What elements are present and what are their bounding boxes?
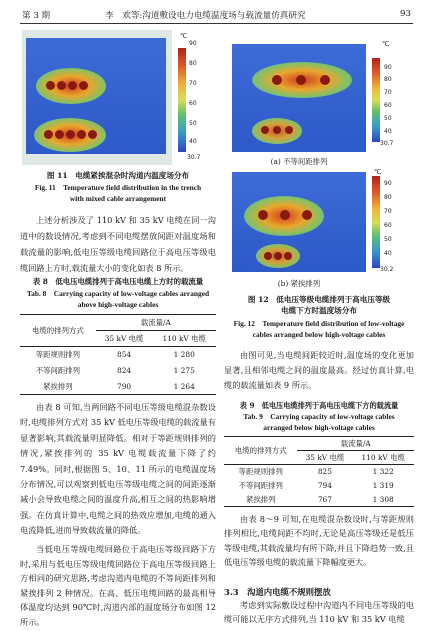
table-group-header: 载流量/A	[96, 315, 216, 331]
table-cell: 854	[117, 350, 132, 360]
figure-12-caption-cn-line2: 电缆下方时温度场分布	[281, 306, 357, 315]
cable-core	[79, 81, 88, 90]
colorbar-tick: 80	[384, 76, 392, 83]
figure-12-caption-en-line2: cables arranged below high-voltage cables	[252, 330, 386, 339]
cable-core	[44, 130, 53, 139]
table-cell: 紧挨排列	[20, 379, 96, 395]
cable-core	[284, 252, 292, 260]
running-header	[0, 0, 427, 26]
issue-number: 第 3 期	[22, 11, 51, 21]
colorbar-tick: 50	[189, 120, 197, 127]
figure-11-temperature-plot	[22, 30, 212, 165]
colorbar-max: 90	[384, 180, 392, 187]
table-cell: 1 308	[352, 493, 414, 507]
figure-12b-label: (b) 紧挨排列	[277, 279, 321, 288]
paragraph: 当低电压等级电缆回路位于高电压等级回路下方时,采用与低电压等级电缆回路位于高电压等级回路上方相同的研究思路,考虑沟道内电缆的不等间距排列和紧挨排列 2 种情况。在高、低压电缆回路的最高相导体温度均达到 90℃时,沟道内部的温度场分布如图 12 所示。	[20, 544, 216, 627]
colorbar-tick: 40	[384, 250, 392, 257]
colorbar-tick: 40	[384, 128, 392, 135]
colorbar-min: 30.7	[187, 154, 201, 161]
table-9-title-en-line2: arranged below high-voltage cables	[263, 423, 375, 432]
table-cell: 790	[96, 379, 153, 395]
table-col-header: 电缆的排列方式	[224, 437, 297, 465]
colorbar-tick: 80	[384, 194, 392, 201]
table-cell: 1 319	[372, 481, 394, 490]
figure-12-caption-cn-line1: 图 12 低电压等级电缆排列于高电压等级	[247, 295, 391, 304]
colorbar-tick: 50	[384, 115, 392, 122]
table-8-title-en	[20, 288, 216, 310]
table-cell: 1 275	[173, 366, 195, 375]
table-cell: 767	[297, 493, 352, 507]
colorbar-tick: 60	[384, 222, 392, 229]
table-cell: 等距规则排列	[238, 467, 283, 477]
cable-core	[66, 130, 75, 139]
figure-12-caption-en	[224, 318, 414, 340]
figure-11-caption-en-line2: with mixed cable arrangement	[69, 194, 167, 203]
cable-core	[285, 126, 293, 134]
table-cell: 1 280	[173, 350, 195, 360]
table-row	[20, 379, 216, 395]
table-cell: 不等间距排列	[238, 481, 283, 490]
table-sub-header: 35 kV 电缆	[297, 451, 352, 465]
cable-core	[296, 75, 306, 85]
table-8-title-en-line2: above high-voltage cables	[77, 300, 159, 309]
cable-core	[273, 126, 281, 134]
table-row	[20, 363, 216, 379]
table-row	[20, 347, 216, 363]
cable-core	[88, 130, 97, 139]
colorbar-min: 30.2	[380, 266, 394, 273]
table-cell: 等距规则排列	[35, 350, 81, 360]
table-8-title-cn: 表 8 低电压电缆排列于高电压电缆上方时的载流量	[32, 277, 204, 286]
table-sub-header: 35 kV 电缆	[96, 331, 153, 347]
paragraph: 由表 8～9 可知,在电缆混杂数设时,与等距规则排列相比,电缆间距不均时,无论是高压等级还是低压等级电缆,其载流量均有所下降,并且下降趋势一致,且低电压等级电缆的载流量下降幅度更大。	[224, 514, 414, 568]
figure-12a-label: (a) 不等间距排列	[270, 157, 328, 166]
colorbar-tick: 80	[189, 60, 197, 67]
table-cell: 1 322	[372, 467, 394, 477]
table-col-header: 电缆的排列方式	[20, 315, 96, 347]
colorbar-tick: 60	[384, 102, 392, 109]
cable-core	[272, 75, 282, 85]
cable-core	[302, 210, 312, 220]
cable-core	[280, 210, 290, 220]
cable-core	[57, 81, 66, 90]
table-cell: 794	[317, 481, 332, 490]
running-title: 李 欢等:沟道敷设电力电缆温度场与载流量仿真研究	[105, 11, 306, 21]
figure-12b-temperature-plot	[232, 172, 412, 282]
table-8	[20, 314, 216, 395]
table-cell: 1 264	[152, 379, 216, 395]
table-cell: 825	[317, 467, 332, 477]
colorbar-max: 90	[189, 40, 197, 47]
colorbar-tick: 70	[189, 80, 197, 87]
table-group-header: 载流量/A	[297, 437, 414, 451]
cable-core	[258, 210, 268, 220]
cable-core	[77, 130, 86, 139]
table-row	[224, 479, 414, 493]
section-heading: 3.3 沟道内电缆不规则摆放	[224, 587, 331, 597]
colorbar-unit: ℃	[374, 168, 382, 176]
paragraph: 上述分析涉及了 110 kV 和 35 kV 电缆在同一沟道中的数设情况,考虑到不同电缆摆放间距对温度场和载流量的影响,低电压等级电缆回路位于高电压等级电缆回路上方时,载流量大小的变化如表 8 所示。	[20, 215, 216, 273]
table-9-title-cn: 表 9 低电压电缆排列于高电压电缆下方的载流量	[239, 401, 399, 410]
figure-12-caption-cn	[224, 294, 414, 316]
header-rule	[20, 23, 413, 24]
colorbar-tick: 60	[189, 100, 197, 107]
colorbar-tick: 50	[384, 236, 392, 243]
figure-12a-temperature-plot	[232, 44, 412, 154]
colorbar-tick: 70	[384, 208, 392, 215]
cable-core	[264, 252, 272, 260]
paragraph: 由图可见,当电缆间距较近时,温度场的变化更加显著,且相邻电缆之间的温度最高。经过仿真计算,电缆的载流量如表 9 所示。	[224, 350, 414, 390]
table-cell: 不等间距排列	[35, 366, 81, 375]
cable-core	[68, 81, 77, 90]
cable-core	[274, 252, 282, 260]
cable-core	[55, 130, 64, 139]
figure-12-caption-en-line1: Fig. 12 Temperature field distribution of low-voltage	[233, 319, 405, 328]
colorbar	[372, 176, 380, 268]
table-cell: 紧挨排列	[224, 493, 297, 507]
colorbar-min: 30.7	[380, 140, 394, 147]
figure-11-caption-en	[20, 182, 216, 204]
table-row	[224, 465, 414, 479]
table-sub-header: 110 kV 电缆	[152, 331, 216, 347]
table-cell: 824	[117, 366, 132, 375]
cable-core	[320, 75, 330, 85]
colorbar-max: 90	[384, 64, 392, 71]
colorbar-unit: ℃	[180, 32, 188, 40]
paragraph: 考虑到实际敷设过程中沟道内不同电压等级的电缆可能以无序方式排列,当 110 kV 和 35 kV 电缆	[224, 600, 414, 624]
paragraph: 由表 8 可知,当两回路不同电压等级电缆混杂数设时,电缆排列方式对 35 kV 低电压等级电缆的载流量有显著影响,其载流量明显降低。相对于等距规则排列的情况,紧挨排列的 35 kV 电缆载流量下降了约 7.49%。同时,根据图 5、10、11 所示的电缆温度场分布情况,可以观察到低电压等级电缆之间的间距逐渐减小会导致电缆之间的温度升高,相互之间的热影响增强。在仿真计算中,电缆之间的热效应增加,电缆的通入电流降低,进而导致载流量的降低。	[20, 402, 216, 536]
table-8-title-en-line1: Tab. 8 Carrying capacity of low-voltage cables arranged	[26, 289, 210, 298]
figure-11-caption-cn: 图 11 电缆紧挨混杂时沟道内温度场分布	[46, 171, 190, 180]
colorbar-tick: 70	[384, 89, 392, 96]
page-number: 93	[400, 9, 411, 19]
colorbar-unit: ℃	[382, 40, 390, 48]
table-9-title-en	[224, 411, 414, 433]
cable-core	[46, 81, 55, 90]
colorbar	[372, 58, 380, 142]
colorbar-tick: 40	[189, 138, 197, 145]
table-row	[224, 493, 414, 507]
table-9	[224, 436, 414, 507]
table-9-title-en-line1: Tab. 9 Carrying capacity of low-voltage cables	[243, 412, 395, 421]
colorbar	[178, 48, 186, 152]
cable-core	[261, 126, 269, 134]
table-sub-header: 110 kV 电缆	[352, 451, 414, 465]
figure-11-caption-en-line1: Fig. 11 Temperature field distribution in the trench	[34, 183, 202, 192]
